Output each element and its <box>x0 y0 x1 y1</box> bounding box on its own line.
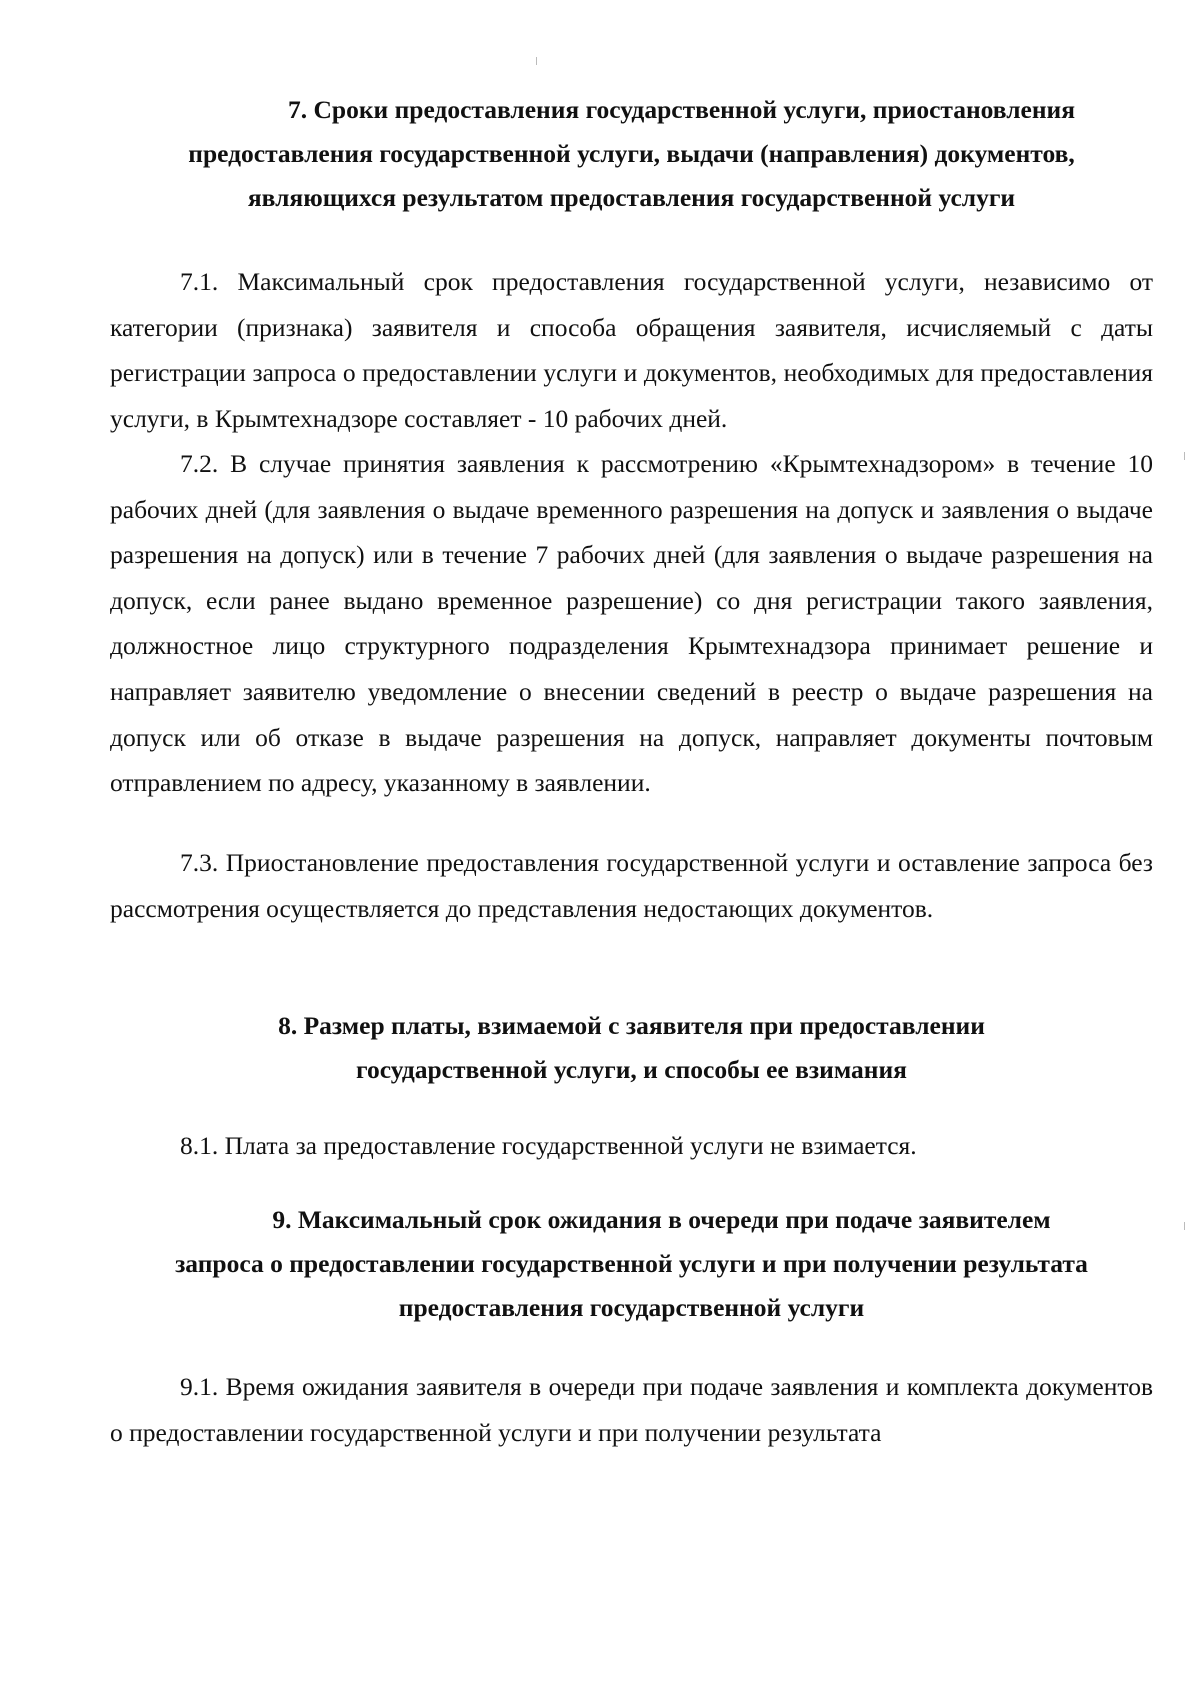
section-7-heading-line-1: 7. Сроки предоставления государственной услуги, приостановления <box>287 95 1076 124</box>
scan-speck <box>536 57 537 65</box>
section-9-heading <box>110 1198 1153 1330</box>
section-9-heading-line-2: запроса о предоставлении государственной услуги и при получении результата <box>175 1249 1088 1278</box>
section-8-heading-line-2: государственной услуги, и способы ее взимания <box>356 1055 907 1084</box>
paragraph-9-1: 9.1. Время ожидания заявителя в очереди при подаче заявления и комплекта документов о предоставлении государственной услуги и при получении результата <box>110 1372 1153 1447</box>
paragraph-8-1: 8.1. Плата за предоставление государственной услуги не взимается. <box>180 1131 917 1160</box>
scan-speck <box>1184 1222 1185 1230</box>
scan-speck <box>1184 452 1185 460</box>
section-8-heading-line-1: 8. Размер платы, взимаемой с заявителя при предоставлении <box>278 1011 985 1040</box>
paragraph-7-1: 7.1. Максимальный срок предоставления государственной услуги, независимо от категории (признака) заявителя и способа обращения заявителя, исчисляемый с даты регистрации запроса о предоставлении услуги и документов, необходимых для предоставления услуги, в Крымтехнадзоре составляет - 10 рабочих дней. <box>110 267 1153 433</box>
section-9-heading-line-3: предоставления государственной услуги <box>398 1293 865 1322</box>
paragraph-7-3: 7.3. Приостановление предоставления государственной услуги и оставление запроса без рассмотрения осуществляется до представления недостающих документов. <box>110 848 1153 923</box>
section-8-heading <box>110 1004 1153 1092</box>
section-7-heading <box>110 88 1153 220</box>
section-7-heading-line-2: предоставления государственной услуги, выдачи (направления) документов, <box>188 139 1075 168</box>
section-9-heading-line-1: 9. Максимальный срок ожидания в очереди при подаче заявителем <box>272 1205 1051 1234</box>
section-7-heading-line-3: являющихся результатом предоставления государственной услуги <box>247 183 1016 212</box>
paragraph-7-2: 7.2. В случае принятия заявления к рассмотрению «Крымтехнадзором» в течение 10 рабочих дней (для заявления о выдаче временного разрешения на допуск и заявления о выдаче разрешения на допуск) или в течение 7 рабочих дней (для заявления о выдаче разрешения на допуск, если ранее выдано временное разрешение) со дня регистрации такого заявления, должностное лицо структурного подразделения Крымтехнадзора принимает решение и направляет заявителю уведомление о внесении сведений в реестр о выдаче разрешения на допуск или об отказе в выдаче разрешения на допуск, направляет документы почтовым отправлением по адресу, указанному в заявлении. <box>110 449 1153 798</box>
